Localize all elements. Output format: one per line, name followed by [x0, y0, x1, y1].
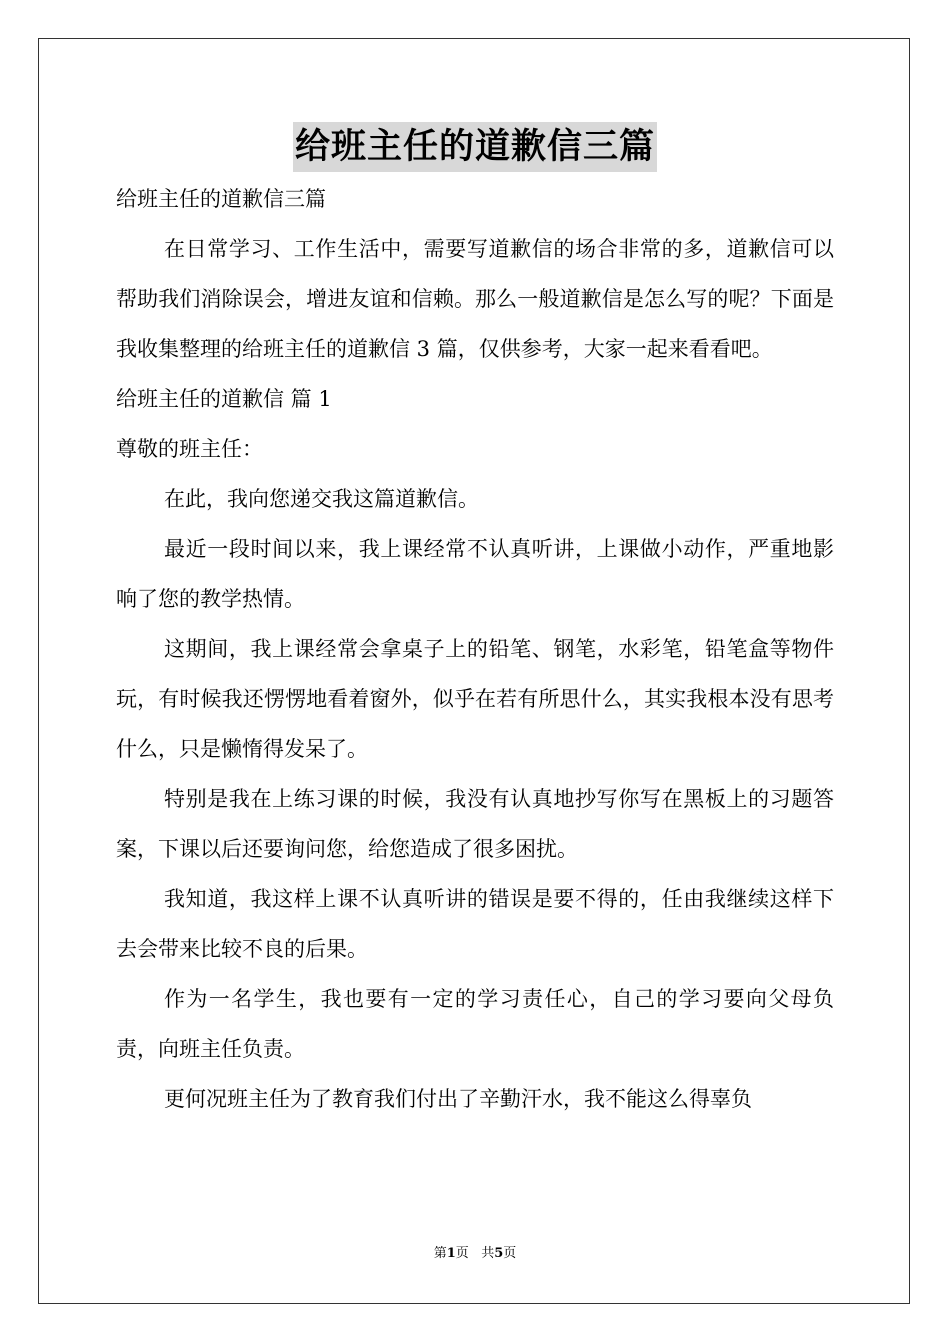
paragraph: 这期间，我上课经常会拿桌子上的铅笔、钢笔，水彩笔，铅笔盒等物件玩，有时候我还愣愣地看着窗外，似乎在若有所思什么，其实我根本没有思考什么，只是懒惰得发呆了。: [116, 637, 834, 761]
total-pages: 5: [494, 1246, 504, 1261]
title-container: [0, 122, 950, 172]
document-title: 给班主任的道歉信三篇: [293, 122, 657, 172]
page-footer: [0, 1244, 950, 1264]
page-number: 1: [446, 1246, 456, 1261]
document-body: [116, 174, 834, 1124]
paragraph: 最近一段时间以来，我上课经常不认真听讲，上课做小动作，严重地影响了您的教学热情。: [116, 537, 834, 611]
total-suffix: 页: [503, 1246, 517, 1261]
paragraph: 在此，我向您递交我这篇道歉信。: [164, 487, 479, 511]
paragraph: 更何况班主任为了教育我们付出了辛勤汗水，我不能这么得辜负: [164, 1087, 752, 1111]
paragraph: 特别是我在上练习课的时候，我没有认真地抄写你写在黑板上的习题答案，下课以后还要询问您，给您造成了很多困扰。: [116, 787, 834, 861]
paragraph: 在日常学习、工作生活中，需要写道歉信的场合非常的多，道歉信可以帮助我们消除误会，增进友谊和信赖。那么一般道歉信是怎么写的呢？下面是我收集整理的给班主任的道歉信 3 篇，仅供参考，大家一起来看看吧。: [116, 237, 834, 361]
paragraph: 作为一名学生，我也要有一定的学习责任心，自己的学习要向父母负责，向班主任负责。: [116, 987, 834, 1061]
section-heading: 给班主任的道歉信 篇 1: [116, 387, 332, 411]
total-prefix: 共: [481, 1246, 495, 1261]
page-suffix: 页: [455, 1246, 469, 1261]
paragraph: 我知道，我这样上课不认真听讲的错误是要不得的，任由我继续这样下去会带来比较不良的后果。: [116, 887, 834, 961]
salutation: 尊敬的班主任：: [116, 437, 263, 461]
page-prefix: 第: [433, 1246, 447, 1261]
paragraph: 给班主任的道歉信三篇: [116, 187, 326, 211]
